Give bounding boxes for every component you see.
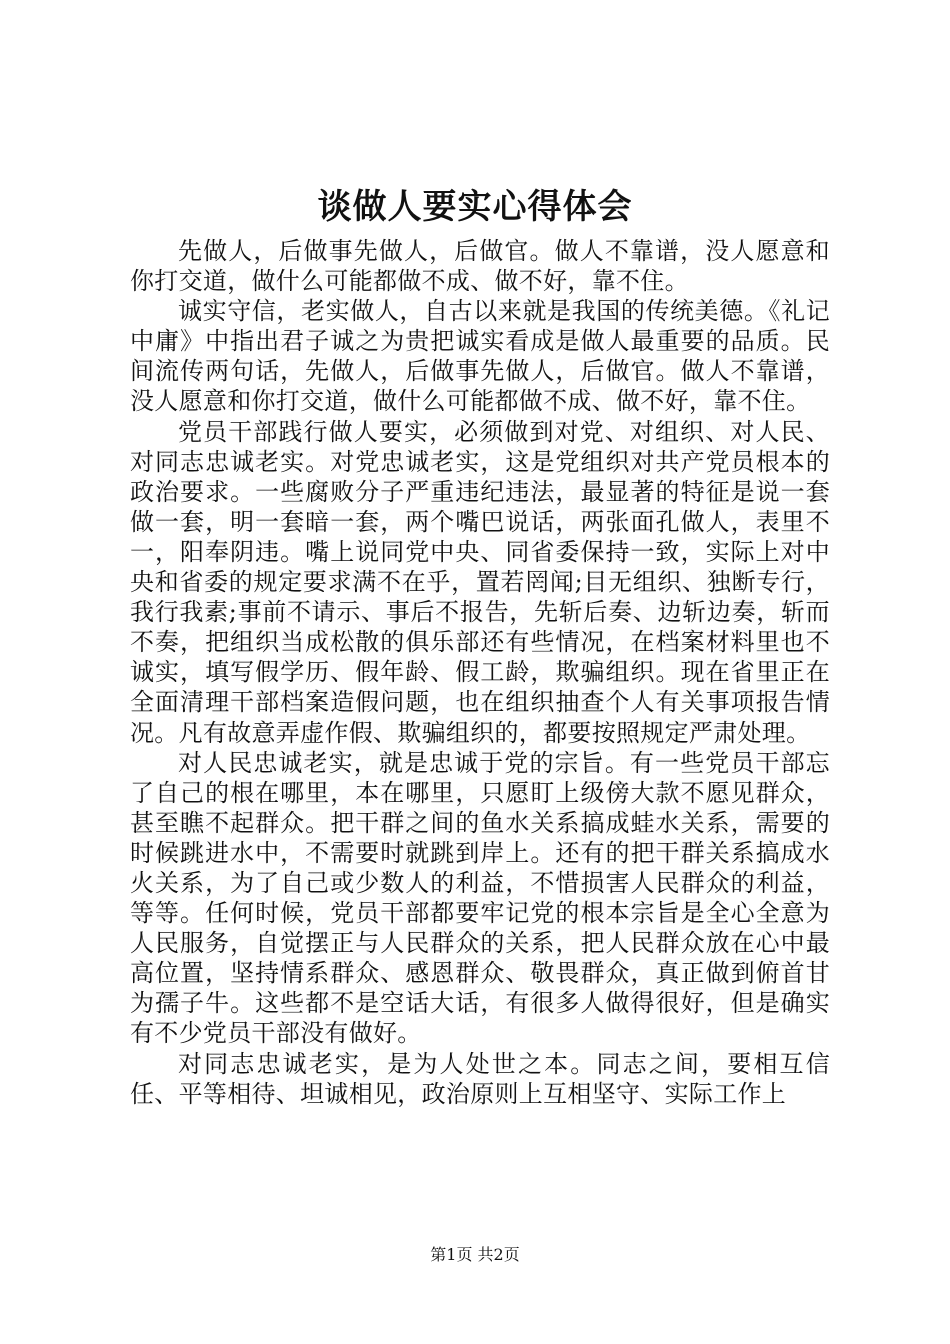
paragraph-4: 对人民忠诚老实，就是忠诚于党的宗旨。有一些党员干部忘了自己的根在哪里，本在哪里，只愿盯上级傍大款不愿见群众，甚至瞧不起群众。把干群之间的鱼水关系搞成蛙水关系，需要的时候跳进水中，不需要时就跳到岸上。还有的把干群关系搞成水火关系，为了自己或少数人的利益，不惜损害人民群众的利益，等等。任何时候，党员干部都要牢记党的根本宗旨是全心全意为人民服务，自觉摆正与人民群众的关系，把人民群众放在心中最高位置，坚持情系群众、感恩群众、敬畏群众，真正做到俯首甘为孺子牛。这些都不是空话大话，有很多人做得很好，但是确实有不少党员干部没有做好。 — [130, 748, 830, 1048]
page-number-footer: 第1页 共2页 — [430, 1245, 520, 1264]
paragraph-1: 先做人，后做事先做人，后做官。做人不靠谱，没人愿意和你打交道，做什么可能都做不成、做不好，靠不住。 — [130, 237, 830, 296]
paragraph-5: 对同志忠诚老实，是为人处世之本。同志之间，要相互信任、平等相待、坦诚相见，政治原则上互相坚守、实际工作上 — [130, 1049, 830, 1108]
document-title: 谈做人要实心得体会 — [317, 187, 633, 227]
document-body — [130, 236, 830, 1109]
paragraph-3: 党员干部践行做人要实，必须做到对党、对组织、对人民、对同志忠诚老实。对党忠诚老实，这是党组织对共产党员根本的政治要求。一些腐败分子严重违纪违法，最显著的特征是说一套做一套，明一套暗一套，两个嘴巴说话，两张面孔做人，表里不一，阳奉阴违。嘴上说同党中央、同省委保持一致，实际上对中央和省委的规定要求满不在乎，置若罔闻;目无组织、独断专行，我行我素;事前不请示、事后不报告，先斩后奏、边斩边奏，斩而不奏，把组织当成松散的俱乐部还有些情况，在档案材料里也不诚实，填写假学历、假年龄、假工龄，欺骗组织。现在省里正在全面清理干部档案造假问题，也在组织抽查个人有关事项报告情况。凡有故意弄虚作假、欺骗组织的，都要按照规定严肃处理。 — [130, 417, 830, 747]
paragraph-2: 诚实守信，老实做人，自古以来就是我国的传统美德。《礼记中庸》中指出君子诚之为贵把诚实看成是做人最重要的品质。民间流传两句话，先做人，后做事先做人，后做官。做人不靠谱，没人愿意和你打交道，做什么可能都做不成、做不好，靠不住。 — [130, 297, 830, 416]
